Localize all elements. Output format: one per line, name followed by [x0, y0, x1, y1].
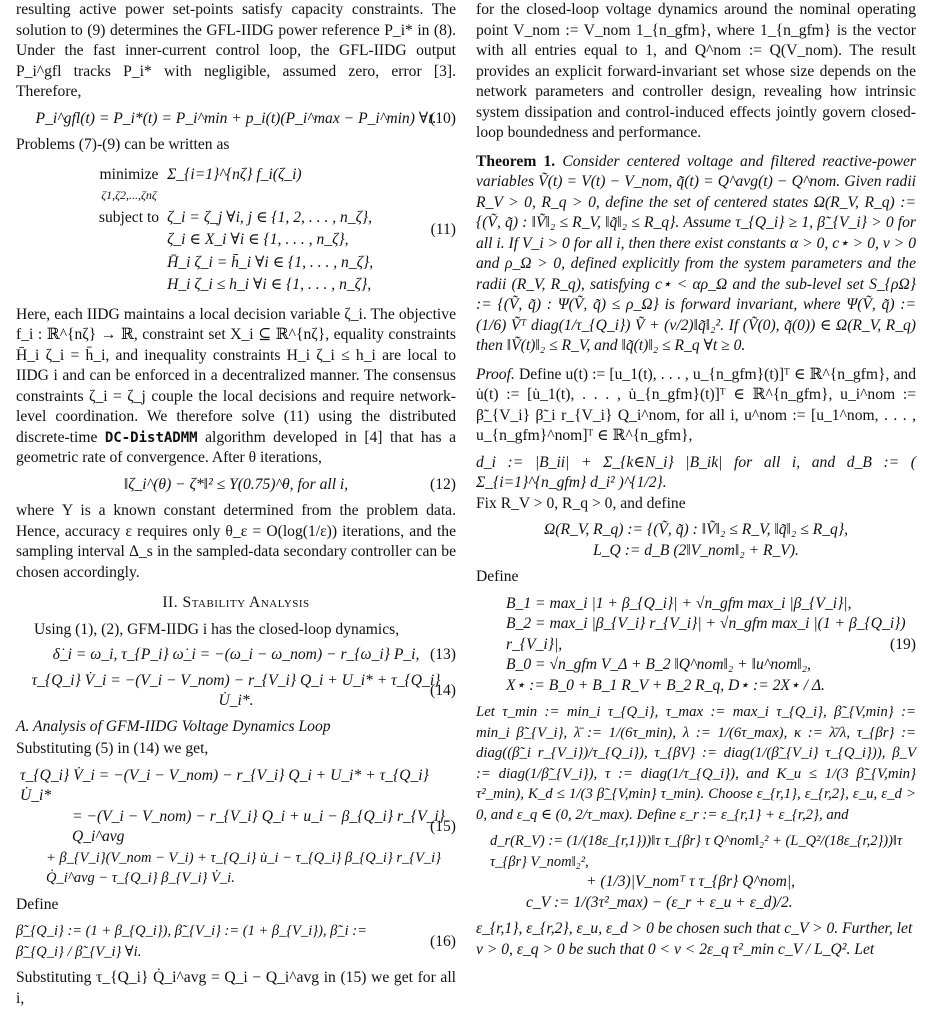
equation-number: (15) [430, 817, 456, 835]
equation-b1: B_1 = max_i |1 + β_{Q_i}| + √n_gfm max_i |β_{V_i}|, [506, 594, 852, 612]
proof-paragraph [476, 365, 916, 447]
section-number: II. [162, 594, 179, 611]
equation-line: τ_{Q_i} V̇_i = −(V_i − V_nom) − r_{V_i} Q_i + U_i* + τ_{Q_i} U̇_i* [20, 766, 429, 804]
equation-16: β̃_{Q_i} := (1 + β_{Q_i}), β̃_{V_i} := (1 + β_{V_i}), β̃_i := β̃_{Q_i} / β̃_{V_i} ∀i. (16) [16, 923, 456, 960]
equation-number: (13) [430, 646, 456, 663]
equation-cv: c_V := 1/(3τ²_max) − (ε_r + ε_u + ε_d)/2. [526, 893, 793, 911]
equation-number: (14) [430, 681, 456, 699]
paragraph-nu: ν > 0, ε_q > 0 be such that 0 < ν < 2ε_q τ²_min c_V / L_Q². Let [476, 940, 875, 958]
paragraph-substituting: Substituting (5) in (14) we get, [16, 740, 209, 757]
equation-line: = −(V_i − V_nom) − r_{V_i} Q_i + u_i − β_{Q_i} r_{V_i} Q_i^avg [72, 807, 445, 845]
equation-10: P_i^gfl(t) = P_i*(t) = P_i^min + p_i(t)(P_i^max − P_i^min) ∀t. (10) [16, 109, 456, 130]
minimize-label: minimize [99, 165, 159, 183]
equation-line: + (1/3)|V_nomᵀ τ τ_{βr} Q^nom|, [586, 873, 796, 890]
proof-text: Define u(t) := [u_1(t), . . . , u_{n_gfm}(t)]ᵀ ∈ ℝ^{n_gfm}, and u̇(t) := [u̇_1(t), . . . , u̇_{n_gfm}(t)]ᵀ ∈ ℝ^{n_gfm}, u_i^nom := β̃_{V_i} β̃_i r_{V_i} Q_i^nom, for all i, u^nom := [u_1^nom, . . . , u_{n_gfm}^nom]ᵀ ∈ ℝ^{n_gfm}, [476, 365, 917, 444]
equation-19 [476, 594, 916, 697]
constraint-equality: H̄_i ζ_i = h̄_i ∀i ∈ {1, . . . , n_ζ}, [167, 253, 374, 271]
section-title: Stability Analysis [182, 594, 310, 611]
equation-11 [16, 164, 456, 297]
text-segment: Here, each IIDG maintains a local decision variable ζ_i. The objective f_i : ℝ^{nζ} → ℝ, constraint set X_i ⊆ ℝ^{nζ}, equality constraints H̄_i ζ_i = h̄_i, and inequality constraints H_i ζ_i ≤ h_i are local to IIDG i and can be enforced in a decentralized manner. The consensus constraints ζ_i = ζ_j couple the local decisions and require network-level coordination. We therefore solve (11) using the distributed discrete-time [16, 305, 456, 446]
equation-line: + β_{V_i}(V_nom − V_i) + τ_{Q_i} u̇_i − τ_{Q_i} β_{Q_i} r_{V_i} Q̇_i^avg − τ_{Q_i} β_{V_i} V̇_i. [46, 849, 442, 886]
equation-lq: L_Q := d_B (2‖V_nom‖₂ + R_V). [593, 541, 799, 559]
equation-number: (11) [430, 220, 456, 238]
text-segment: algorithm developed in [4] that has a geometric rate of convergence. After θ iterations, [16, 428, 457, 466]
equation-omega: Ω(R_V, R_q) := {(Ṽ, q̃) : ‖Ṽ‖₂ ≤ R_V, ‖q̃‖₂ ≤ R_q}, L_Q := d_B (2‖V_nom‖₂ + R_V). [476, 520, 916, 561]
right-column [476, 0, 916, 960]
objective: Σ_{i=1}^{nζ} f_i(ζ_i) [167, 165, 302, 183]
equation-13: δ̇_i = ω_i, τ_{P_i} ω̇_i = −(ω_i − ω_nom) − r_{ω_i} P_i, (13) [16, 645, 456, 666]
paragraph-where: where Υ is a known constant determined from the problem data. Hence, accuracy ε requires only θ_ε = O(log(1/ε)) iterations, and the sampling interval Δ_s in the sampled-data secondary controller can be chosen accordingly. [16, 502, 457, 581]
constraint-inequality: H_i ζ_i ≤ h_i ∀i ∈ {1, . . . , n_ζ}, [167, 276, 372, 293]
paragraph-problems: Problems (7)-(9) can be written as [16, 136, 230, 153]
optimization-problem [95, 164, 377, 297]
equation-15 [16, 766, 456, 889]
equation-number: (12) [430, 475, 456, 493]
paragraph-substituting-2: Substituting τ_{Q_i} Q̇_i^avg = Q_i − Q_i^avg in (15) we get for all i, [16, 969, 456, 1007]
proof-label: Proof. [476, 365, 515, 383]
paragraph-intro: resulting active power set-points satisfy capacity constraints. The solution to (9) determines the GFL-IIDG power reference P_i* in (8). Under the fast inner-current control loop, the GFL-IIDG output P_i^gfl tracks P_i* with negligible, assumed zero, error [3]. Therefore, [16, 1, 456, 100]
equation-x-star: X⋆ := B_0 + B_1 R_V + B_2 R_q, D⋆ := 2X⋆ / Δ. [506, 676, 825, 694]
paragraph-epsilon: ε_{r,1}, ε_{r,2}, ε_u, ε_d > 0 be chosen such that c_V > 0. Further, let [476, 920, 913, 937]
section-heading [16, 593, 456, 614]
subsection-heading: A. Analysis of GFM-IIDG Voltage Dynamics Loop [16, 717, 331, 735]
proof-degree-definition: d_i := |B_ii| + Σ_{k∈N_i} |B_ik| for all i, and d_B := ( Σ_{i=1}^{n_gfm} d_i² )^{1/2}. [476, 453, 916, 491]
equation-b0: B_0 = √n_gfm V_Δ + B_2 ‖Q^nom‖₂ + ‖u^nom‖₂, [506, 656, 811, 673]
equation-number: (16) [430, 932, 456, 950]
equation-14: τ_{Q_i} V̇_i = −(V_i − V_nom) − r_{V_i} Q_i + U_i* + τ_{Q_i} U̇_i*. (14) [31, 671, 456, 709]
constraint-consensus: ζ_i = ζ_j ∀i, j ∈ {1, 2, . . . , n_ζ}, [167, 208, 373, 226]
paragraph-here [16, 305, 456, 469]
paragraph-let: Let τ_min := min_i τ_{Q_i}, τ_max := max_i τ_{Q_i}, β̃_{V,min} := min_i β̃_{V_i}, λ̄ := 1/(6τ_min), λ := 1/(6τ_max), κ := λ̄/λ, τ_{βr} := diag((β̃_i r_{V_i})/τ_{Q_i}), τ_{βV} := diag(1/(β̃_{V_i} τ_{Q_i})), β_V := diag(1/β̃_{V_i}), τ := diag(1/τ_{Q_i}), and K_u ≤ 1/(3 β̃_{V,min} τ²_min), K_d ≤ 1/(3 β̃_{V,min} τ_min). Choose ε_{r,1}, ε_{r,2}, ε_u, ε_d > 0, and ε_q ∈ (0, 2/τ_max). Define ε_r := ε_{r,1} + ε_{r,2}, and [476, 704, 916, 823]
equation-12: ‖ζ_i^(θ) − ζ*‖² ≤ Υ(0.75)^θ, for all i, (12) [16, 475, 456, 496]
proof-fix: Fix R_V > 0, R_q > 0, and define [476, 494, 686, 512]
theorem-1 [476, 152, 916, 357]
algorithm-name: DC-DistADMM [104, 429, 198, 446]
paragraph-define: Define [476, 568, 519, 585]
equation-b2: B_2 = max_i |β_{V_i} r_{V_i}| + √n_gfm max_i |(1 + β_{Q_i}) r_{V_i}|, [506, 615, 906, 653]
left-column [16, 0, 456, 1009]
minimize-subscript: ζ1,ζ2,...,ζnζ [101, 188, 157, 202]
equation-number: (10) [430, 109, 456, 127]
equation-dr [476, 831, 916, 913]
theorem-label: Theorem 1. [476, 152, 556, 170]
constraint-set: ζ_i ∈ X_i ∀i ∈ {1, . . . , n_ζ}, [167, 231, 349, 248]
paragraph-intro: for the closed-loop voltage dynamics around the nominal operating point V_nom := V_nom 1_{n_gfm}, where 1_{n_gfm} is the vector with all entries equal to 1, and Q^nom := Q(V_nom). The result provides an explicit forward-invariant set whose size depends on the network parameters and controller design, revealing how intrinsic system dissipation and control-induced effects jointly govern closed-loop boundedness and performance. [476, 1, 916, 141]
paragraph-using: Using (1), (2), GFM-IIDG i has the closed-loop dynamics, [34, 620, 400, 638]
equation-line: d_r(R_V) := (1/(18ε_{r,1}))‖τ τ_{βr} τ Q^nom‖₂² + (L_Q²/(18ε_{r,2}))‖τ τ_{βr} V_nom‖₂², [490, 833, 903, 870]
paragraph-define: Define [16, 895, 59, 913]
theorem-statement: Consider centered voltage and filtered reactive-power variables Ṽ(t) = V(t) − V_nom, q̃(t) = Q^avg(t) − Q^nom. Given radii R_V > 0, R_q > 0, define the set of centered states Ω(R_V, R_q) := {(Ṽ, q̃) : ‖Ṽ‖₂ ≤ R_V, ‖q̃‖₂ ≤ R_q}. Assume τ_{Q_i} ≥ 1, β̃_{V_i} > 0 for all i. If V_i > 0 for all i, then there exist constants α > 0, c⋆ > 0, ν > 0 and ρ_Ω > 0, defined explicitly from the system parameters and the radii (R_V, R_q), satisfying c⋆ < αρ_Ω and the sub-level set S_{ρΩ} := {(Ṽ, q̃) : Ψ(Ṽ, q̃) ≤ ρ_Ω} is forward invariant, where Ψ(Ṽ, q̃) := (1/6) Ṽᵀ diag(1/τ_{Q_i}) Ṽ + (ν/2)‖q̃‖₂². If (Ṽ(0), q̃(0)) ∈ Ω(R_V, R_q) then ‖Ṽ(t)‖₂ ≤ R_V, and ‖q̃(t)‖₂ ≤ R_q ∀t ≥ 0. [476, 152, 917, 354]
subject-to-label: subject to [98, 208, 160, 226]
equation-number: (19) [890, 635, 916, 653]
